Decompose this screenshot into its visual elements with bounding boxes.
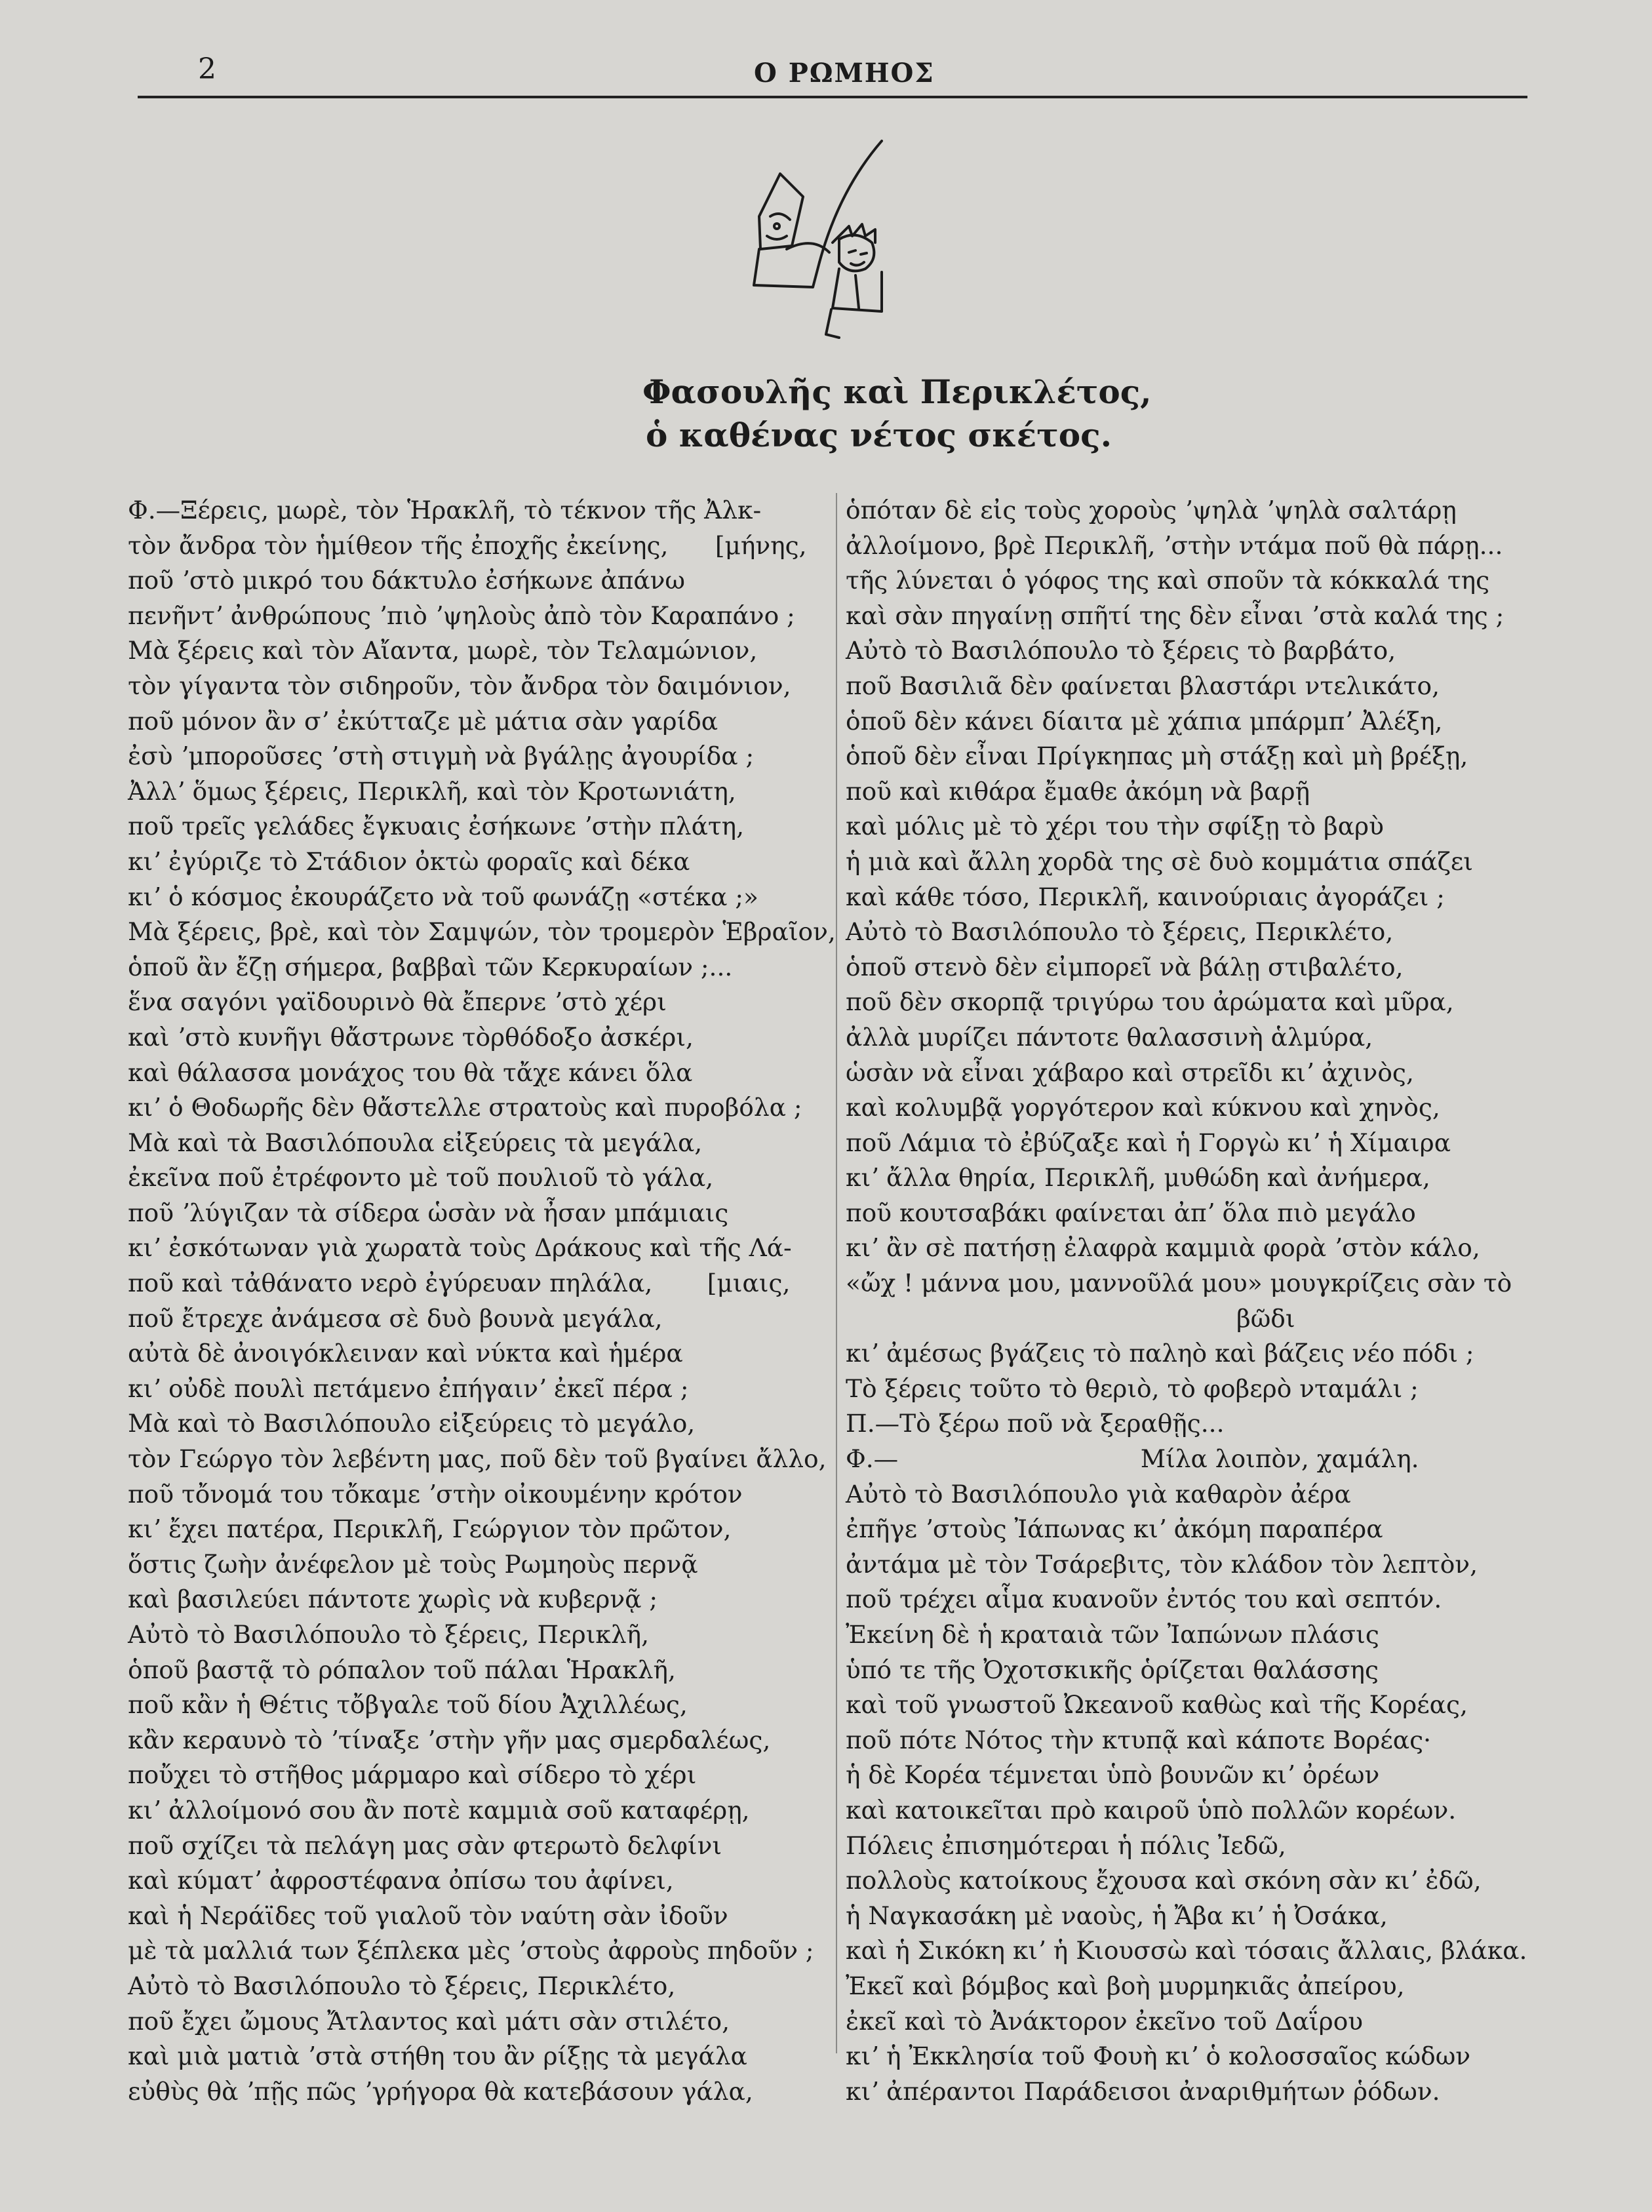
verse-line: ὅστις ζωὴν ἀνέφελον μὲ τοὺς Ρωμηοὺς περνᾷ: [128, 1549, 698, 1579]
verse-line: μὲ τὰ μαλλιά των ξέπλεκα μὲς ʼστοὺς ἀφροὺς πηδοῦν ;: [128, 1936, 814, 1965]
verse-line: Μὰ ξέρεις καὶ τὸν Αἴαντα, μωρὲ, τὸν Τελαμώνιον,: [128, 636, 758, 665]
verse-line: καὶ ἡ Νεράϊδες τοῦ γιαλοῦ τὸν ναύτη σὰν ἰδοῦν: [128, 1901, 728, 1930]
verse-line: βῶδι: [846, 1303, 1295, 1333]
verse-line: ποῦ τρέχει αἷμα κυανοῦν ἐντός του καὶ σεπτόν.: [846, 1585, 1442, 1614]
verse-line: κιʼ ἔχει πατέρα, Περικλῆ, Γεώργιον τὸν πρῶτον,: [128, 1514, 732, 1544]
verse-line: ἐπῆγε ʼστοὺς Ἰάπωνας κιʼ ἀκόμη παραπέρα: [846, 1514, 1383, 1544]
title-line-1: Φασουλῆς καὶ Περικλέτος,: [642, 372, 1152, 411]
verse-line: κιʼ ἐγύριζε τὸ Στάδιον ὀκτὼ φοραῖς καὶ δέκα: [128, 846, 690, 876]
verse-line: Αὐτὸ τὸ Βασιλόπουλο τὸ ξέρεις, Περικλέτο,: [846, 917, 1394, 947]
verse-line: καὶ κατοικεῖται πρὸ καιροῦ ὑπὸ πολλῶν κορέων.: [846, 1795, 1457, 1825]
verse-line: κιʼ ὁ κόσμος ἐκουράζετο νὰ τοῦ φωνάζῃ «στέκα ;»: [128, 882, 758, 911]
verse-line: καὶ κολυμβᾷ γοργότερον καὶ κύκνου καὶ χηνὸς,: [846, 1093, 1440, 1122]
verse-line: ποῦ δὲν σκορπᾷ τριγύρω του ἀρώματα καὶ μῦρα,: [846, 987, 1454, 1017]
verse-line: Μὰ καὶ τὰ Βασιλόπουλα εἰξεύρεις τὰ μεγάλα,: [128, 1128, 703, 1157]
verse-line: καὶ κάθε τόσο, Περικλῆ, καινούριαις ἀγοράζει ;: [846, 882, 1445, 911]
column-divider: [836, 493, 837, 2053]
verse-line: καὶ θάλασσα μονάχος του θὰ τἄχε κάνει ὅλα: [128, 1057, 693, 1087]
verse-line: Ἐκεῖ καὶ βόμβος καὶ βοὴ μυρμηκιᾶς ἀπείρου,: [846, 1971, 1405, 2000]
verse-line: Αὐτὸ τὸ Βασιλόπουλο τὸ ξέρεις τὸ βαρβάτο,: [846, 636, 1396, 665]
verse-line: ἐκεῖ καὶ τὸ Ἀνάκτορον ἐκεῖνο τοῦ Δαΐρου: [846, 2006, 1364, 2036]
verse-line: τῆς λύνεται ὁ γόφος της καὶ σποῦν τὰ κόκκαλά της: [846, 566, 1490, 595]
verse-line: Ἀλλʼ ὅμως ξέρεις, Περικλῆ, καὶ τὸν Κροτωνιάτη,: [128, 776, 736, 806]
verse-line: κιʼ ἡ Ἐκκλησία τοῦ Φουὴ κιʼ ὁ κολοσσαῖος κώδων: [846, 2042, 1471, 2071]
verse-line: ἀλλὰ μυρίζει πάντοτε θαλασσινὴ ἁλμύρα,: [846, 1022, 1373, 1052]
verse-line: Φ.—Ξέρεις, μωρὲ, τὸν Ἡρακλῆ, τὸ τέκνον τῆς Ἀλκ-: [128, 496, 762, 524]
verse-line: κιʼ ἄλλα θηρία, Περικλῆ, μυθώδη καὶ ἀνήμερα,: [846, 1163, 1430, 1193]
verse-line: ποῦ Βασιλιᾶ δὲν φαίνεται βλαστάρι ντελικάτο,: [846, 671, 1440, 700]
verse-line: ποῦ ἔτρεχε ἀνάμεσα σὲ δυὸ βουνὰ μεγάλα,: [128, 1303, 663, 1333]
left-column: [128, 493, 836, 2109]
verse-line: ὁποῦ στενὸ δὲν εἰμπορεῖ νὰ βάλῃ στιβαλέτο,: [846, 952, 1404, 981]
verse-line: ποῦ τρεῖς γελάδες ἔγκυαις ἐσήκωνε ʼστὴν πλάτη,: [128, 812, 745, 841]
verse-line: ὁποῦ ἂν ἔζῃ σήμερα, βαββαὶ τῶν Κερκυραίων ;...: [128, 952, 733, 981]
verse-line: ποῦ πότε Νότος τὴν κτυπᾷ καὶ κάποτε Βορέας·: [846, 1725, 1432, 1754]
verse-line: Πόλεις ἐπισημότεραι ἡ πόλις Ἰεδῶ,: [846, 1830, 1286, 1860]
verse-line: ποῦ σχίζει τὰ πελάγη μας σὰν φτερωτὸ δελφίνι: [128, 1830, 722, 1860]
verse-line: Αὐτὸ τὸ Βασιλόπουλο τὸ ξέρεις, Περικλέτο,: [128, 1971, 676, 2000]
verse-line: ἡ μιὰ καὶ ἄλλη χορδὰ της σὲ δυὸ κομμάτια σπάζει: [846, 846, 1473, 876]
verse-line: πενῆντʼ ἀνθρώπους ʼπιὸ ʼψηλοὺς ἀπὸ τὸν Καραπάνο ;: [128, 601, 795, 630]
verse-line: καὶ ἡ Σικόκη κιʼ ἡ Κιουσσὼ καὶ τόσαις ἄλλαις, βλάκα.: [846, 1936, 1527, 1965]
verse-line: κιʼ οὐδὲ πουλὶ πετάμενο ἐπήγαινʼ ἐκεῖ πέρα ;: [128, 1373, 689, 1403]
verse-line: τὸν Γεώργο τὸν λεβέντη μας, ποῦ δὲν τοῦ βγαίνει ἄλλο,: [128, 1444, 827, 1474]
verse-line: ποῦ καὶ τἀθάνατο νερὸ ἐγύρευαν πηλάλα, [μιαις,: [128, 1269, 791, 1298]
verse-line: κιʼ ἂν σὲ πατήσῃ ἐλαφρὰ καμμιὰ φορὰ ʼστὸν κάλο,: [846, 1233, 1480, 1263]
verse-line: Ἐκείνη δὲ ἡ κραταιὰ τῶν Ἰαπώνων πλάσις: [846, 1620, 1379, 1649]
verse-line: Φ.— Μίλα λοιπὸν, χαμάλη.: [846, 1444, 1419, 1474]
verse-line: Π.—Τὸ ξέρω ποῦ νὰ ξεραθῇς...: [846, 1409, 1225, 1438]
verse-line: ποῦ Λάμια τὸ ἐβύζαξε καὶ ἡ Γοργὼ κιʼ ἡ Χίμαιρα: [846, 1128, 1451, 1157]
verse-line: καὶ σὰν πηγαίνῃ σπῆτί της δὲν εἶναι ʼστὰ καλά της ;: [846, 601, 1504, 630]
verse-line: ὡσὰν νὰ εἶναι χάβαρο καὶ στρεῖδι κιʼ ἀχινὸς,: [846, 1057, 1414, 1087]
verse-line: ἡ δὲ Κορέα τέμνεται ὑπὸ βουνῶν κιʼ ὀρέων: [846, 1760, 1380, 1790]
verse-line: ποῦ μόνον ἂν σʼ ἐκύτταζε μὲ μάτια σὰν γαρίδα: [128, 706, 718, 736]
cartoon-illustration: [741, 138, 911, 354]
page-number: 2: [198, 52, 216, 86]
verse-line: ὁποῦ δὲν κάνει δίαιτα μὲ χάπια μπάρμπʼ Ἀλέξη,: [846, 706, 1443, 736]
verse-line: κιʼ ἐσκότωναν γιὰ χωρατὰ τοὺς Δράκους καὶ τῆς Λά-: [128, 1233, 792, 1263]
verse-line: ὁποῦ βαστᾷ τὸ ρόπαλον τοῦ πάλαι Ἡρακλῆ,: [128, 1655, 676, 1684]
verse-line: πολλοὺς κατοίκους ἔχουσα καὶ σκόνη σὰν κιʼ ἐδῶ,: [846, 1866, 1482, 1895]
verse-line: κιʼ ἀμέσως βγάζεις τὸ παληὸ καὶ βάζεις νέο πόδι ;: [846, 1339, 1474, 1368]
verse-line: καὶ βασιλεύει πάντοτε χωρὶς νὰ κυβερνᾷ ;: [128, 1585, 658, 1614]
verse-line: κιʼ ὁ Θοδωρῆς δὲν θἄστελλε στρατοὺς καὶ πυροβόλα ;: [128, 1093, 802, 1122]
verse-line: ποῦ ἔχει ὤμους Ἄτλαντος καὶ μάτι σὰν στιλέτο,: [128, 2006, 730, 2036]
verse-line: ὑπό τε τῆς Ὀχοτσκικῆς ὁρίζεται θαλάσσης: [846, 1655, 1379, 1684]
verse-line: ποῦ ʼστὸ μικρό του δάκτυλο ἐσήκωνε ἀπάνω: [128, 566, 685, 595]
verse-line: κιʼ ἀλλοίμονό σου ἂν ποτὲ καμμιὰ σοῦ καταφέρῃ,: [128, 1795, 750, 1825]
verse-line: Τὸ ξέρεις τοῦτο τὸ θεριὸ, τὸ φοβερὸ νταμάλι ;: [846, 1373, 1419, 1403]
verse-line: Αὐτὸ τὸ Βασιλόπουλο τὸ ξέρεις, Περικλῆ,: [128, 1620, 649, 1649]
verse-line: τὸν γίγαντα τὸν σιδηροῦν, τὸν ἄνδρα τὸν δαιμόνιον,: [128, 671, 791, 700]
masthead: Ο ΡΩΜΗΟΣ: [754, 58, 935, 89]
verse-line: κἂν κεραυνὸ τὸ ʼτίναξε ʼστὴν γῆν μας σμερδαλέως,: [128, 1725, 771, 1754]
verse-line: ἀντάμα μὲ τὸν Τσάρεβιτς, τὸν κλάδον τὸν λεπτὸν,: [846, 1549, 1478, 1579]
verse-line: ποῦ καὶ κιθάρα ἔμαθε ἀκόμη νὰ βαρῇ: [846, 776, 1310, 806]
verse-line: ποῦ ʼλύγιζαν τὰ σίδερα ὡσὰν νὰ ἦσαν μπάμιαις: [128, 1198, 729, 1227]
verse-line: ἡ Ναγκασάκη μὲ ναοὺς, ἡ Ἄβα κιʼ ἡ Ὀσάκα,: [846, 1901, 1388, 1930]
title-line-2: ὁ καθένας νέτος σκέτος.: [646, 416, 1112, 454]
verse-line: Μὰ καὶ τὸ Βασιλόπουλο εἰξεύρεις τὸ μεγάλο,: [128, 1409, 696, 1438]
verse-line: κιʼ ἀπέραντοι Παράδεισοι ἀναριθμήτων ῥόδων.: [846, 2076, 1440, 2106]
verse-line: ἐσὺ ʼμποροῦσες ʼστὴ στιγμὴ νὰ βγάλῃς ἀγουρίδα ;: [128, 741, 755, 771]
verse-line: καὶ τοῦ γνωστοῦ Ὠκεανοῦ καθὼς καὶ τῆς Κορέας,: [846, 1690, 1468, 1720]
right-column: [846, 493, 1527, 2109]
verse-line: ποὔχει τὸ στῆθος μάρμαρο καὶ σίδερο τὸ χέρι: [128, 1760, 697, 1790]
verse-line: ποῦ κουτσαβάκι φαίνεται ἀπʼ ὅλα πιὸ μεγάλο: [846, 1198, 1416, 1227]
verse-line: ἀλλοίμονο, βρὲ Περικλῆ, ʼστὴν ντάμα ποῦ θὰ πάρῃ...: [846, 530, 1503, 560]
verse-line: ποῦ κἂν ἡ Θέτις τὄβγαλε τοῦ δίου Ἀχιλλέως,: [128, 1690, 688, 1720]
verse-line: καὶ κύματʼ ἀφροστέφανα ὀπίσω του ἀφίνει,: [128, 1866, 674, 1895]
verse-line: καὶ ʼστὸ κυνῆγι θἄστρωνε τὸρθόδοξο ἀσκέρι,: [128, 1022, 694, 1052]
verse-line: Μὰ ξέρεις, βρὲ, καὶ τὸν Σαμψών, τὸν τρομερὸν Ἑβραῖον,: [128, 917, 836, 947]
verse-line: «ὤχ ! μάννα μου, μαννοῦλά μου» μουγκρίζεις σὰν τὸ: [846, 1269, 1512, 1298]
verse-line: αὐτὰ δὲ ἀνοιγόκλειναν καὶ νύκτα καὶ ἡμέρα: [128, 1339, 683, 1368]
article-title: [642, 370, 1152, 457]
verse-line: εὐθὺς θὰ ʼπῇς πῶς ʼγρήγορα θὰ κατεβάσουν γάλα,: [128, 2076, 753, 2106]
verse-line: ποῦ τὄνομά του τὄκαμε ʼστὴν οἰκουμένην κρότον: [128, 1479, 743, 1509]
verse-line: Αὐτὸ τὸ Βασιλόπουλο γιὰ καθαρὸν ἀέρα: [846, 1479, 1351, 1509]
verse-line: καὶ μόλις μὲ τὸ χέρι του τὴν σφίξῃ τὸ βαρὺ: [846, 812, 1384, 841]
verse-line: τὸν ἄνδρα τὸν ἡμίθεον τῆς ἐποχῆς ἐκείνης, [μήνης,: [128, 530, 807, 560]
verse-line: ὁποῦ δὲν εἶναι Πρίγκηπας μὴ στάξῃ καὶ μὴ βρέξῃ,: [846, 741, 1468, 771]
verse-line: ἕνα σαγόνι γαϊδουρινὸ θὰ ἔπερνε ʼστὸ χέρι: [128, 987, 667, 1017]
top-rule: [138, 96, 1527, 98]
verse-line: ὁπόταν δὲ εἰς τοὺς χοροὺς ʼψηλὰ ʼψηλὰ σαλτάρῃ: [846, 496, 1457, 524]
verse-line: καὶ μιὰ ματιὰ ʼστὰ στήθη του ἂν ρίξῃς τὰ μεγάλα: [128, 2042, 747, 2071]
verse-line: ἐκεῖνα ποῦ ἐτρέφοντο μὲ τοῦ πουλιοῦ τὸ γάλα,: [128, 1163, 714, 1193]
